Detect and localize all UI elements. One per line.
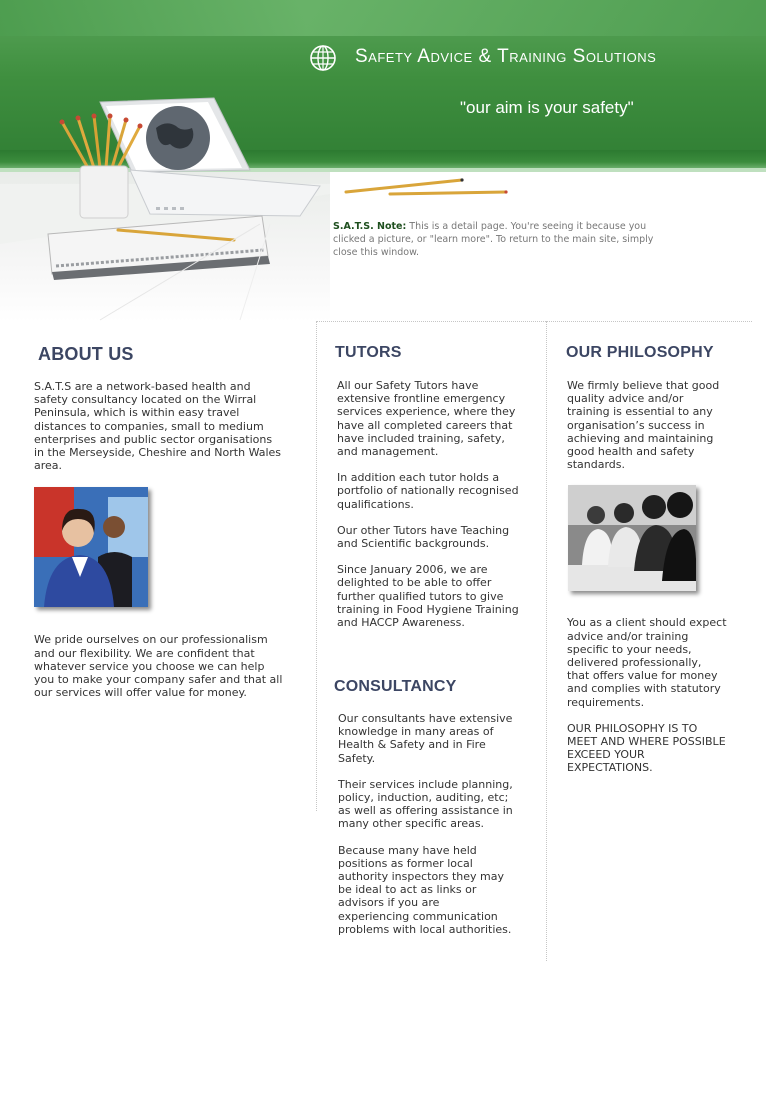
consultancy-knowledge: Our consultants have extensive knowledge in many areas of Health & Safety and in Fire Safety. <box>338 712 513 765</box>
businesswoman-photo <box>34 487 148 607</box>
consultancy-heading: CONSULTANCY <box>334 678 457 695</box>
tutors-backgrounds: Our other Tutors have Teaching and Scientific backgrounds. <box>337 523 510 551</box>
consultancy-former-inspectors: Because many have held positions as former local authority inspectors they may be ideal to act as links or advisors if you are experiencing communication problems with local authorities. <box>338 843 512 936</box>
laptop-screen-illustration <box>0 90 340 172</box>
tutors-food-hygiene: Since January 2006, we are delighted to be able to offer further qualified tutors to give training in Food Hygiene Training and HACCP Awareness. <box>337 563 519 630</box>
banner-top-strip <box>0 0 766 36</box>
philosophy-client-expectation: You as a client should expect advice and/or training specific to your needs, delivered professionally, that offers value for money and complies with statutory requirements. <box>567 616 727 709</box>
globe-icon <box>309 44 337 72</box>
site-title: Safety Advice & Training Solutions <box>355 46 657 67</box>
about-us-intro: S.A.T.S are a network-based health and safety consultancy located on the Wirral Peninsula, which is within easy travel distances to companies, small to medium enterprises and public sector organisations in the Merseyside, Cheshire and North Wales area. <box>34 380 282 473</box>
tutors-heading: TUTORS <box>335 344 402 361</box>
tutors-qualifications: In addition each tutor holds a portfolio of nationally recognised qualifications. <box>337 471 519 511</box>
training-class-photo <box>568 485 696 591</box>
note-text: This is a detail page. You're seeing it because you clicked a picture, or "learn more". To return to the main site, simply close this window. <box>333 221 654 258</box>
tutors-section <box>335 344 525 629</box>
consultancy-section <box>334 678 524 936</box>
tagline: "our aim is your safety" <box>460 98 634 117</box>
tutors-experience: All our Safety Tutors have extensive frontline emergency services experience, where they have all completed careers that have included training, safety, and management. <box>337 379 516 459</box>
philosophy-belief: We firmly believe that good quality advice and/or training is essential to any organisation’s success in achieving and maintaining good health and safety standards. <box>567 379 720 472</box>
about-us-heading: ABOUT US <box>38 344 134 364</box>
content-divider-right <box>546 321 547 961</box>
consultancy-services: Their services include planning, policy, induction, auditing, etc; as well as offering assistance in many other specific areas. <box>338 777 513 831</box>
detail-page-note <box>333 220 663 259</box>
philosophy-heading: OUR PHILOSOPHY <box>566 344 714 361</box>
header-banner <box>0 0 766 172</box>
about-us-professionalism: We pride ourselves on our professionalism and our flexibility. We are confident that whatever service you choose we can help you to make your company safer and that all our services will offer value for money. <box>34 633 283 700</box>
note-label: S.A.T.S. Note: <box>333 221 407 232</box>
content-divider-left <box>316 321 317 811</box>
philosophy-motto: OUR PHILOSOPHY IS TO MEET AND WHERE POSSIBLE EXCEED YOUR EXPECTATIONS. <box>567 721 726 775</box>
content-divider-horizontal <box>316 321 752 322</box>
